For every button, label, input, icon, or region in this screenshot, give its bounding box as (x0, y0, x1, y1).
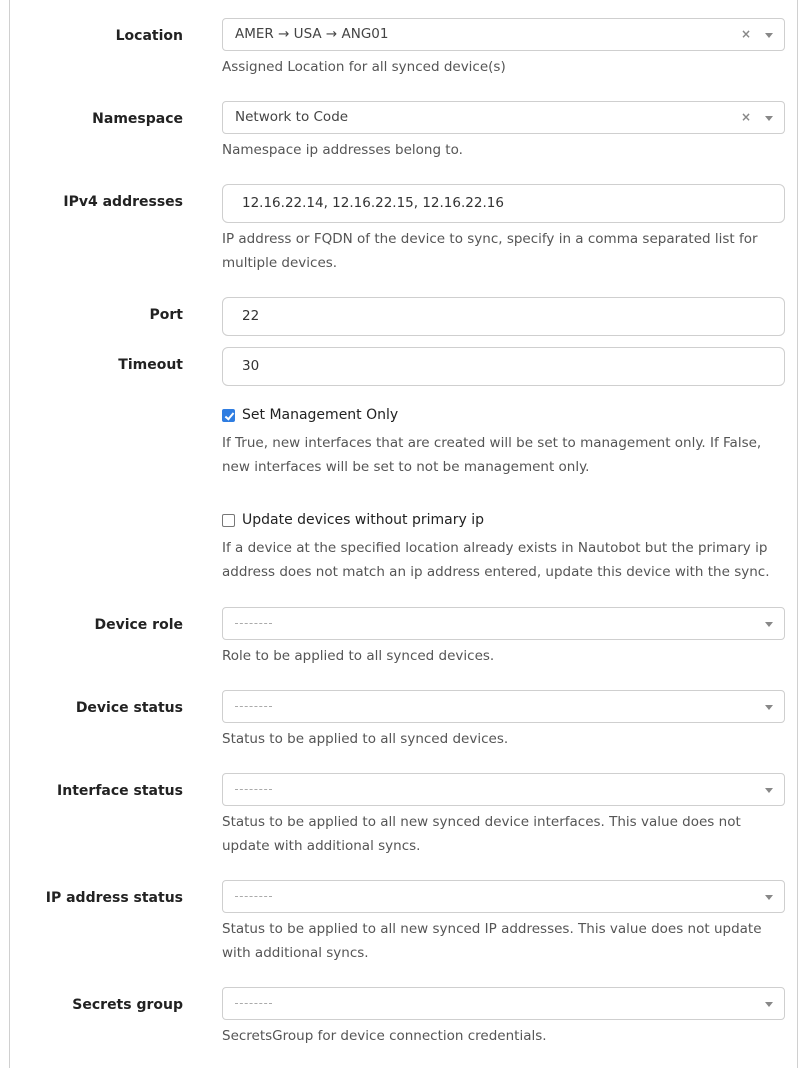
ipv4-label: IPv4 addresses (63, 194, 183, 210)
set-mgmt-only-label[interactable]: Set Management Only (242, 407, 399, 423)
update-without-primary-ip-help: If a device at the specified location already exists in Nautobot but the primary ip address does not match an ip address entered, update this device with the sync. (222, 540, 770, 580)
device-role-placeholder (235, 623, 272, 624)
device-status-placeholder (235, 706, 272, 707)
device-status-help: Status to be applied to all synced devices. (222, 731, 509, 747)
chevron-down-icon[interactable] (765, 788, 773, 793)
timeout-label: Timeout (118, 357, 183, 373)
device-status-label: Device status (75, 700, 183, 716)
secrets-group-placeholder (235, 1003, 272, 1004)
port-value: 22 (242, 308, 260, 324)
ip-address-status-help: Status to be applied to all new synced IP addresses. This value does not update with additional syncs. (222, 921, 762, 961)
chevron-down-icon[interactable] (765, 33, 773, 38)
namespace-select[interactable] (222, 101, 785, 134)
location-help: Assigned Location for all synced device(s) (222, 59, 506, 75)
chevron-down-icon[interactable] (765, 895, 773, 900)
namespace-label: Namespace (92, 111, 183, 127)
interface-status-label: Interface status (57, 783, 183, 799)
port-input[interactable] (222, 297, 785, 336)
update-without-primary-ip-checkbox[interactable] (222, 514, 235, 527)
device-role-help: Role to be applied to all synced devices. (222, 648, 495, 664)
location-value: AMER → USA → ANG01 (235, 26, 389, 42)
ip-address-status-select[interactable] (222, 880, 785, 913)
clear-icon[interactable]: × (740, 27, 751, 41)
chevron-down-icon[interactable] (765, 622, 773, 627)
secrets-group-help: SecretsGroup for device connection credentials. (222, 1028, 547, 1044)
clear-icon[interactable]: × (740, 110, 751, 124)
set-mgmt-only-checkbox[interactable] (222, 409, 235, 422)
set-mgmt-only-help: If True, new interfaces that are created will be set to management only. If False, new interfaces will be set to not be management only. (222, 435, 762, 475)
device-role-label: Device role (94, 617, 183, 633)
timeout-input[interactable] (222, 347, 785, 386)
interface-status-placeholder (235, 789, 272, 790)
port-label: Port (149, 307, 183, 323)
ip-address-status-label: IP address status (45, 890, 183, 906)
interface-status-help: Status to be applied to all new synced device interfaces. This value does not update with additional syncs. (222, 814, 741, 854)
chevron-down-icon[interactable] (765, 116, 773, 121)
secrets-group-label: Secrets group (72, 997, 183, 1013)
ip-address-status-placeholder (235, 896, 272, 897)
ipv4-value: 12.16.22.14, 12.16.22.15, 12.16.22.16 (242, 195, 504, 211)
ipv4-help: IP address or FQDN of the device to sync, specify in a comma separated list for multiple devices. (222, 231, 758, 271)
device-role-select[interactable] (222, 607, 785, 640)
timeout-value: 30 (242, 358, 260, 374)
location-label: Location (115, 28, 183, 44)
form-panel (9, 0, 798, 1068)
chevron-down-icon[interactable] (765, 1002, 773, 1007)
location-select[interactable] (222, 18, 785, 51)
namespace-value: Network to Code (235, 109, 349, 125)
interface-status-select[interactable] (222, 773, 785, 806)
secrets-group-select[interactable] (222, 987, 785, 1020)
ipv4-input[interactable] (222, 184, 785, 223)
update-without-primary-ip-label[interactable]: Update devices without primary ip (242, 512, 484, 528)
chevron-down-icon[interactable] (765, 705, 773, 710)
device-status-select[interactable] (222, 690, 785, 723)
namespace-help: Namespace ip addresses belong to. (222, 142, 463, 158)
